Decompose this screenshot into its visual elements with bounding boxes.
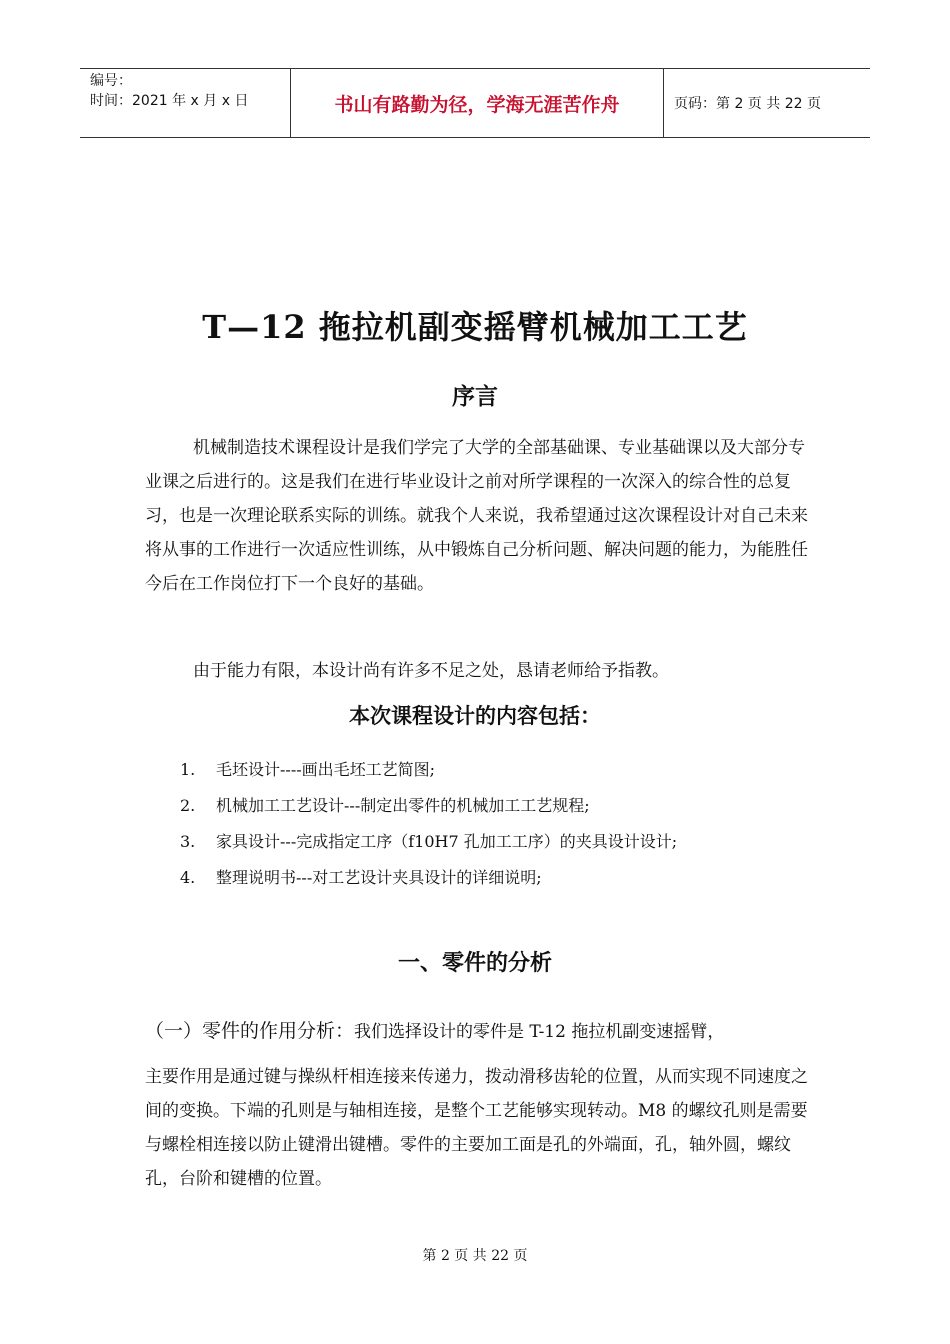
list-item xyxy=(180,788,820,824)
page-header xyxy=(80,68,870,138)
section-paragraph xyxy=(145,1011,810,1196)
subsection-intro: 我们选择设计的零件是 T-12 拖拉机副变速摇臂， xyxy=(354,1022,725,1042)
list-item xyxy=(180,752,820,788)
contents-heading: 本次课程设计的内容包括： xyxy=(349,703,601,728)
section-heading: 一、零件的分析 xyxy=(397,950,552,976)
list-item-number: 2. xyxy=(180,796,196,815)
document-date-label: 时间：2021 年 x 月 x 日 xyxy=(90,93,249,109)
document-number-label: 编号： xyxy=(90,73,132,89)
preface-paragraph-2: 由于能力有限，本设计尚有许多不足之处，恳请老师给予指教。 xyxy=(193,661,669,681)
section-first-line xyxy=(145,1011,810,1052)
list-item-text: 机械加工工艺设计---制定出零件的机械加工工艺规程; xyxy=(216,796,590,815)
section-body: 主要作用是通过键与操纵杆相连接来传递力，拨动滑移齿轮的位置，从而实现不同速度之间的变换。下端的孔则是与轴相连接，是整个工艺能够实现转动。M8 的螺纹孔则是需要与螺栓相连接以防止键滑出键槽。零件的主要加工面是孔的外端面，孔，轴外圆，螺纹孔，台阶和键槽的位置。 xyxy=(145,1067,808,1189)
list-item-number: 1. xyxy=(180,760,196,779)
list-item-text: 家具设计---完成指定工序（f10H7 孔加工工序）的夹具设计设计; xyxy=(216,832,678,851)
subsection-label: （一）零件的作用分析： xyxy=(145,1020,355,1042)
header-page-info: 页码：第 2 页 共 22 页 xyxy=(674,96,821,112)
preface-heading: 序言 xyxy=(452,383,498,410)
preface-paragraph-1: 机械制造技术课程设计是我们学完了大学的全部基础课、专业基础课以及大部分专业课之后进行的。这是我们在进行毕业设计之前对所学课程的一次深入的综合性的总复习，也是一次理论联系实际的训练。就我个人来说，我希望通过这次课程设计对自己未来将从事的工作进行一次适应性训练，从中锻炼自己分析问题、解决问题的能力，为能胜任今后在工作岗位打下一个良好的基础。 xyxy=(145,438,808,594)
list-item xyxy=(180,824,820,860)
list-item-number: 3. xyxy=(180,832,196,851)
contents-list xyxy=(180,752,820,896)
header-motto: 书山有路勤为径，学海无涯苦作舟 xyxy=(291,69,664,137)
document-title: T—12 拖拉机副变摇臂机械加工工艺 xyxy=(202,308,748,346)
list-item xyxy=(180,860,820,896)
list-item-text: 毛坯设计----画出毛坯工艺简图; xyxy=(216,760,436,779)
list-item-number: 4. xyxy=(180,868,196,887)
list-item-text: 整理说明书---对工艺设计夹具设计的详细说明; xyxy=(216,868,542,887)
page-footer: 第 2 页 共 22 页 xyxy=(422,1248,528,1264)
header-meta xyxy=(80,69,291,137)
